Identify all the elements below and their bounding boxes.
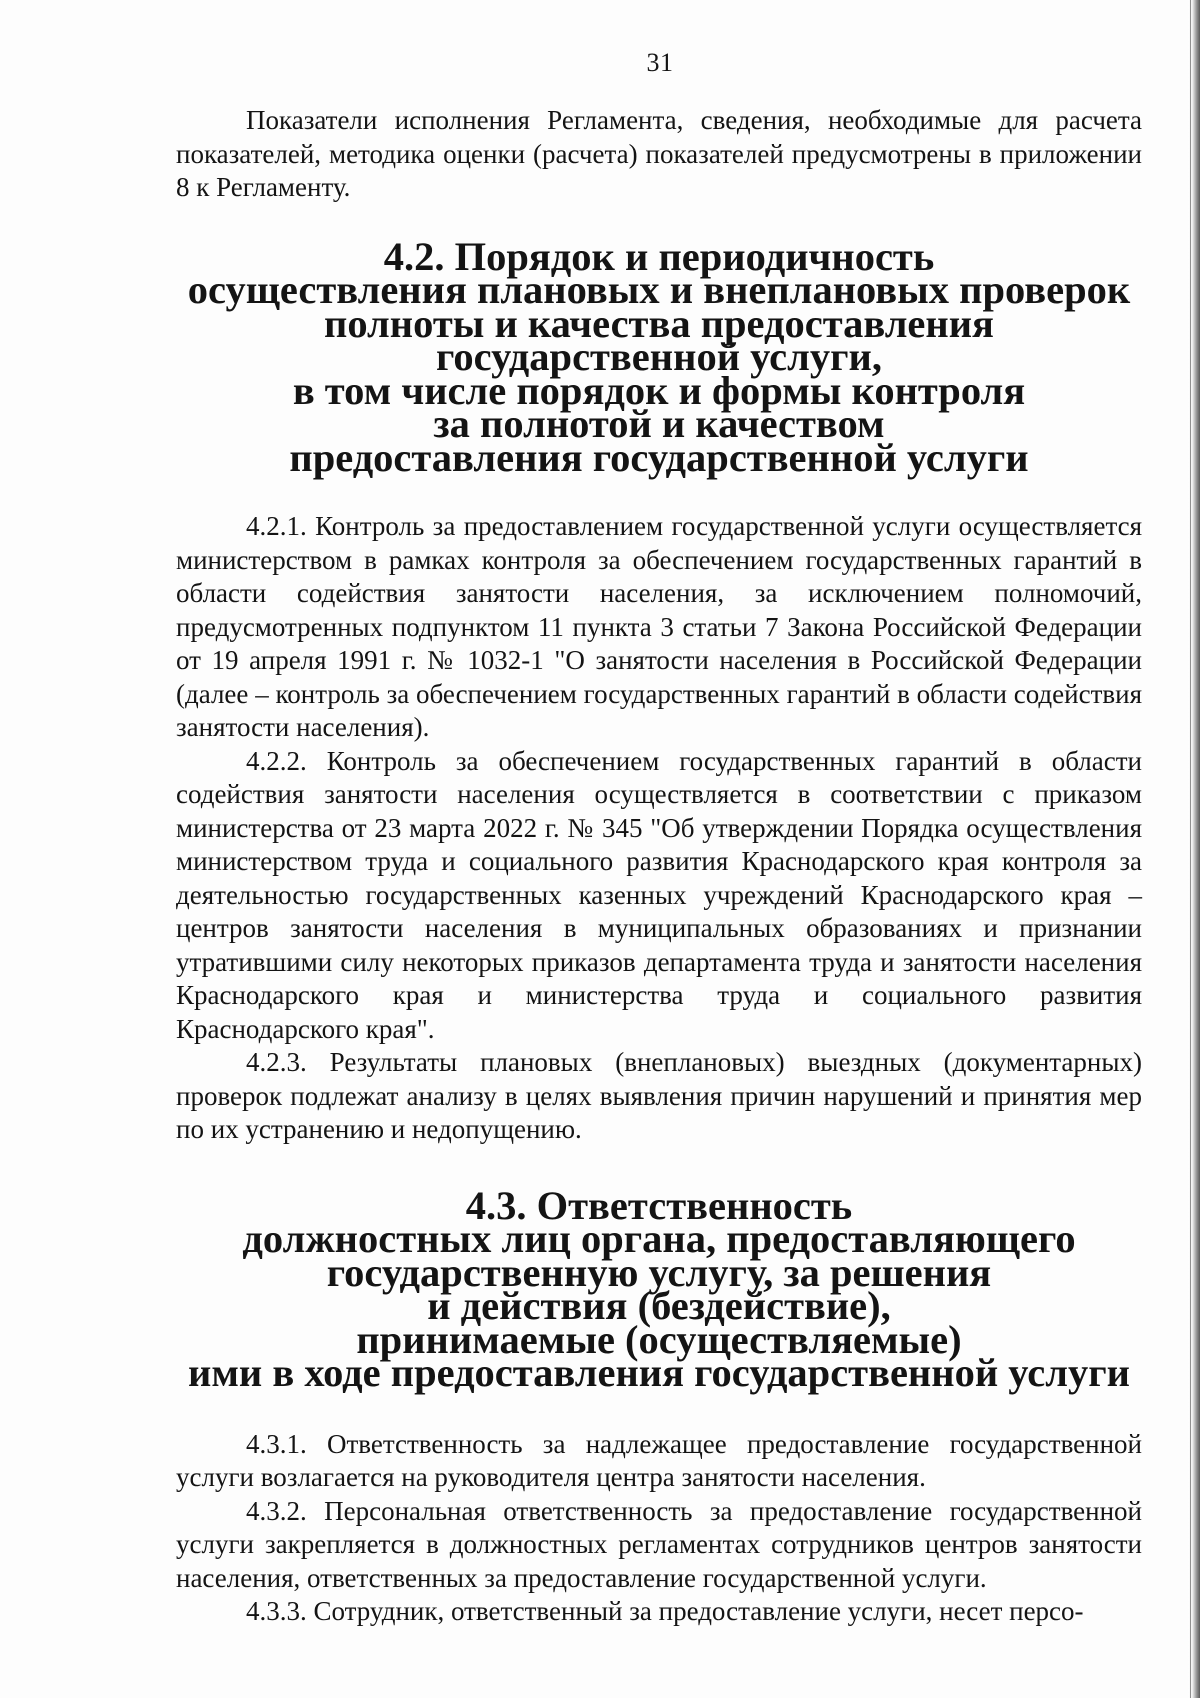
page-number: 31 (646, 48, 674, 77)
heading-line: государственную услугу, за решения (326, 1249, 992, 1295)
clause-4-2-1: 4.2.1. Контроль за предоставлением государственной услуги осуществляется министерством в рамках контроля за обеспечением государственных гарантий в области содействия занятости населения, за исключением полномочий, предусмотренных подпунктом 11 пункта 3 статьи 7 Закона Российской Федерации от 19 апреля 1991 г. № 1032-1 "О занятости населения в Российской Федерации (далее – контроль за обеспечением государственных гарантий в области содействия занятости населения). (176, 511, 1142, 742)
heading-line: осуществления плановых и внеплановых проверок (187, 267, 1131, 312)
heading-line: государственной услуги, (436, 334, 882, 379)
clause-4-3-3: 4.3.3. Сотрудник, ответственный за предоставление услуги, несет персо- (246, 1596, 1084, 1626)
heading-line: за полнотой и качеством (433, 401, 885, 446)
heading-line: в том числе порядок и формы контроля (292, 367, 1026, 413)
intro-paragraph: Показатели исполнения Регламента, сведения, необходимые для расчета показателей, методика оценки (расчета) показателей предусмотрены в приложении 8 к Регламенту. (176, 105, 1142, 202)
scan-edge-line (1190, 0, 1191, 1698)
heading-line: должностных лиц органа, предоставляющего (242, 1216, 1076, 1261)
clause-4-2-3: 4.2.3. Результаты плановых (внеплановых) выездных (документарных) проверок подлежат анализу в целях выявления причин нарушений и принятия мер по их устранению и недопущению. (176, 1047, 1142, 1144)
heading-line: 4.2. Порядок и периодичность (383, 233, 935, 279)
clause-4-3-2: 4.3.2. Персональная ответственность за предоставление государственной услуги закрепляется в должностных регламентах сотрудников центров занятости населения, ответственных за предоставление государственной услуги. (176, 1495, 1142, 1593)
section-4-2-heading (176, 233, 1142, 480)
heading-line: 4.3. Ответственность (465, 1182, 853, 1228)
clause-4-3-1: 4.3.1. Ответственность за надлежащее предоставление государственной услуги возлагается на руководителя центра занятости населения. (176, 1428, 1142, 1492)
heading-line: ими в ходе предоставления государственной услуги (188, 1350, 1130, 1395)
heading-line: полноты и качества предоставления (324, 300, 994, 346)
document-body (176, 104, 1142, 1629)
heading-line: и действия (бездействие), (427, 1283, 891, 1328)
heading-line: принимаемые (осуществляемые) (356, 1316, 962, 1362)
section-4-3-heading (176, 1182, 1142, 1395)
clause-4-2-2: 4.2.2. Контроль за обеспечением государственных гарантий в области содействия занятости населения осуществляется в соответствии с приказом министерства от 23 марта 2022 г. № 345 "Об утверждении Порядка осуществления министерством труда и социального развития Краснодарского края контроля за деятельностью государственных казенных учреждений Краснодарского края – центров занятости населения в муниципальных образованиях и признании утратившими силу некоторых приказов департамента труда и занятости населения Краснодарского края и министерства труда и социального развития Краснодарского края". (176, 745, 1142, 1044)
heading-line: предоставления государственной услуги (289, 434, 1029, 480)
